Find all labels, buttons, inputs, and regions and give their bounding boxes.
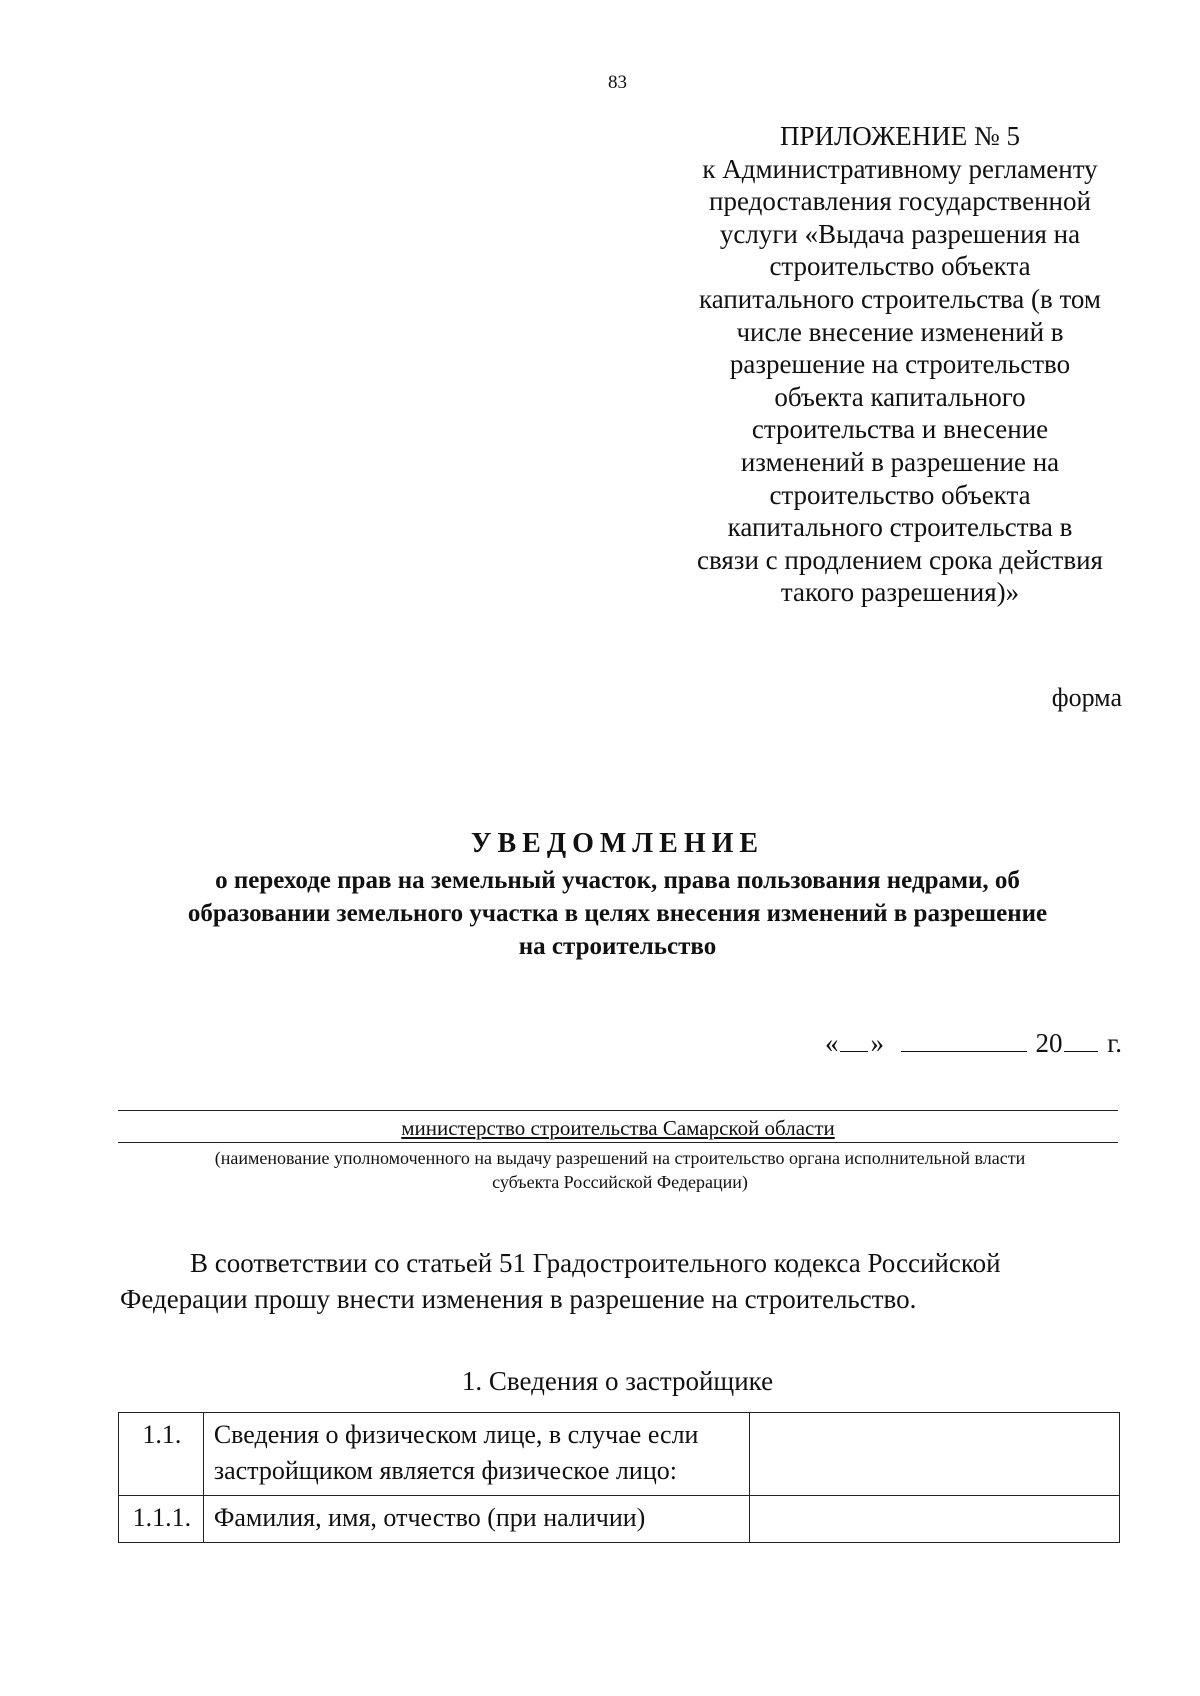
appendix-block [680,120,1120,609]
row-label: Сведения о физическом лице, в случае если застройщиком является физическое лицо: [203,1413,749,1496]
year-suffix: г. [1107,1028,1122,1058]
caption-line: (наименование уполномоченного на выдачу разрешений на строительство органа исполнительной власти [214,1148,1026,1168]
form-label: форма [1051,683,1122,712]
row-label: Фамилия, имя, отчество (при наличии) [203,1496,749,1543]
row-value-field[interactable] [749,1413,1119,1496]
appendix-line: строительство объекта [769,251,1031,282]
document-title: УВЕДОМЛЕНИЕ [470,828,765,859]
caption-line: субъекта Российской Федерации) [492,1172,748,1192]
authority-name: министерство строительства Самарской области [401,1116,835,1140]
row-number: 1.1.1. [119,1496,204,1543]
year-prefix: 20 [1035,1028,1063,1058]
section-heading: 1. Сведения о застройщике [461,1366,774,1396]
date-open-quote: « [824,1028,839,1058]
developer-info-table [118,1412,1120,1543]
request-paragraph: В соответствии со статьей 51 Градостроительного кодекса Российской Федерации прошу внести изменения в разрешение на строительство. [120,1248,1001,1314]
appendix-line: услуги «Выдача разрешения на [719,218,1081,249]
date-line [825,1028,1122,1059]
date-close-quote: » [870,1028,884,1058]
subtitle-line: на строительство [518,933,717,960]
appendix-line: строительство объекта [769,479,1031,510]
appendix-title: ПРИЛОЖЕНИЕ № 5 [779,121,1021,151]
appendix-line: изменений в разрешение на [740,446,1060,477]
table-row [119,1496,1120,1543]
appendix-line: к Административному регламенту [702,153,1098,184]
month-blank[interactable] [901,1050,1027,1052]
page-number: 83 [608,72,627,93]
row-value-field[interactable] [749,1496,1119,1543]
subtitle-line: о переходе прав на земельный участок, права пользования недрами, об [215,867,1020,894]
appendix-line: разрешение на строительство [729,349,1071,380]
appendix-line: числе внесение изменений в [736,316,1064,347]
top-divider [118,1110,1118,1111]
authority-underline [118,1142,1118,1143]
day-blank[interactable] [840,1050,868,1052]
appendix-line: предоставления государственной [709,186,1091,217]
appendix-line: связи с продлением срока действия [697,544,1103,575]
year-blank[interactable] [1064,1050,1098,1052]
subtitle-line: образовании земельного участка в целях внесения изменений в разрешение [187,900,1048,927]
row-number: 1.1. [119,1413,204,1496]
appendix-line: капитального строительства в [727,512,1073,543]
appendix-line: объекта капитального [774,381,1026,412]
appendix-line: строительства и внесение [751,414,1049,445]
table-row [119,1413,1120,1496]
document-subtitle [120,864,1115,963]
appendix-line: такого разрешения)» [780,577,1020,608]
appendix-line: капитального строительства (в том [698,283,1102,314]
authority-caption [140,1146,1100,1194]
